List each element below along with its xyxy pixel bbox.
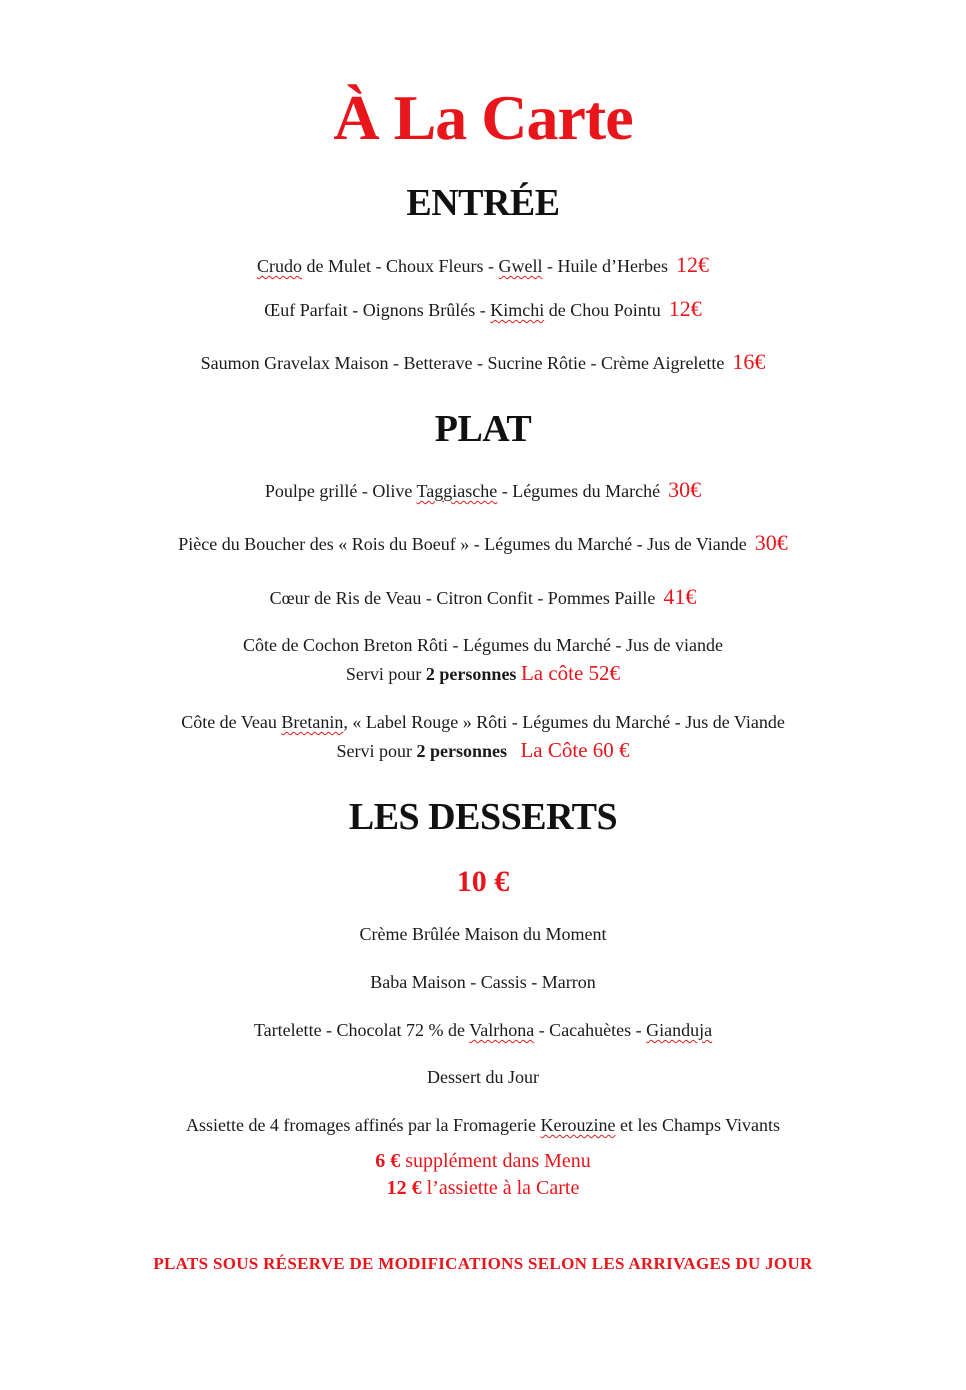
serving-text: Servi pour (345, 664, 426, 684)
plat-heading: PLAT (434, 408, 532, 450)
dessert-item-2 (0, 970, 966, 994)
plat-item-5-serving (0, 738, 966, 763)
item-text: Baba Maison - Cassis - Marron (370, 972, 596, 992)
item-text: Côte de Veau (181, 712, 282, 732)
serving-text: Servi pour (336, 741, 417, 761)
spell-flagged-word: Bretanin (281, 712, 344, 732)
item-text: Dessert du Jour (427, 1067, 539, 1087)
dessert-item-1 (0, 922, 966, 946)
item-text: Crème Brûlée Maison du Moment (359, 924, 607, 944)
item-price: 41€ (663, 584, 697, 609)
item-text: Œuf Parfait - Oignons Brûlés - (264, 300, 491, 320)
plat-item-5 (0, 710, 966, 734)
item-text: Assiette de 4 fromages affinés par la Fromagerie (185, 1115, 541, 1135)
plat-item-1 (0, 478, 966, 503)
item-price: 16€ (732, 349, 766, 374)
item-text: Côte de Cochon Breton Rôti - Légumes du Marché - Jus de viande (243, 635, 723, 655)
item-text: - Légumes du Marché (497, 481, 661, 501)
cheese-supplement (0, 1148, 966, 1174)
item-price: 30€ (754, 530, 788, 555)
dessert-item-4 (0, 1065, 966, 1089)
cheese-plate (0, 1113, 966, 1137)
page-title: À La Carte (333, 82, 633, 153)
item-text: Poulpe grillé - Olive (264, 481, 417, 501)
serving-count: 2 personnes (425, 664, 517, 684)
item-text: - Huile d’Herbes (542, 256, 668, 276)
item-price: La côte 52€ (520, 661, 621, 685)
item-price: 12€ (675, 252, 709, 277)
entree-heading: ENTRÉE (406, 182, 560, 224)
item-text: Cœur de Ris de Veau - Citron Confit - Pommes Paille (269, 588, 656, 608)
plat-item-4 (0, 633, 966, 657)
desserts-heading: LES DESSERTS (348, 796, 618, 838)
item-text: de Mulet - Choux Fleurs - (302, 256, 499, 276)
item-text: Tartelette - Chocolat 72 % de (253, 1020, 470, 1040)
spell-flagged-word: Gianduja (646, 1020, 713, 1040)
spell-flagged-word: Gwell (498, 256, 543, 276)
item-text: , « Label Rouge » Rôti - Légumes du Marché - Jus de Viande (343, 712, 785, 732)
spell-flagged-word: Taggiasche (416, 481, 498, 501)
desserts-price: 10 € (456, 865, 510, 898)
spell-flagged-word: Crudo (257, 256, 303, 276)
entree-item-1 (0, 253, 966, 278)
item-text: - Cacahuètes - (534, 1020, 647, 1040)
spell-flagged-word: Valrhona (469, 1020, 535, 1040)
supplement-text: supplément dans Menu (400, 1150, 591, 1172)
dessert-item-3 (0, 1018, 966, 1042)
footer-notice: PLATS SOUS RÉSERVE DE MODIFICATIONS SELON LES ARRIVAGES DU JOUR (153, 1254, 813, 1273)
plat-item-2 (0, 531, 966, 556)
plate-text: l’assiette à la Carte (421, 1177, 580, 1199)
item-price: 30€ (668, 477, 702, 502)
serving-count: 2 personnes (416, 741, 507, 761)
item-price: La Côte 60 € (520, 738, 630, 762)
item-price: 12€ (668, 296, 702, 321)
plat-item-4-serving (0, 661, 966, 686)
item-text: Saumon Gravelax Maison - Betterave - Sucrine Rôtie - Crème Aigrelette (200, 353, 725, 373)
entree-item-3 (0, 350, 966, 375)
item-text: et les Champs Vivants (615, 1115, 781, 1135)
item-text: Pièce du Boucher des « Rois du Boeuf » - Légumes du Marché - Jus de Viande (178, 534, 747, 554)
supplement-price: 6 € (375, 1150, 401, 1172)
entree-item-2 (0, 297, 966, 322)
plat-item-3 (0, 585, 966, 610)
spell-flagged-word: Kimchi (490, 300, 545, 320)
plate-price: 12 € (386, 1177, 422, 1199)
item-text: de Chou Pointu (544, 300, 661, 320)
spell-flagged-word: Kerouzine (540, 1115, 616, 1135)
cheese-plate-price (0, 1175, 966, 1201)
